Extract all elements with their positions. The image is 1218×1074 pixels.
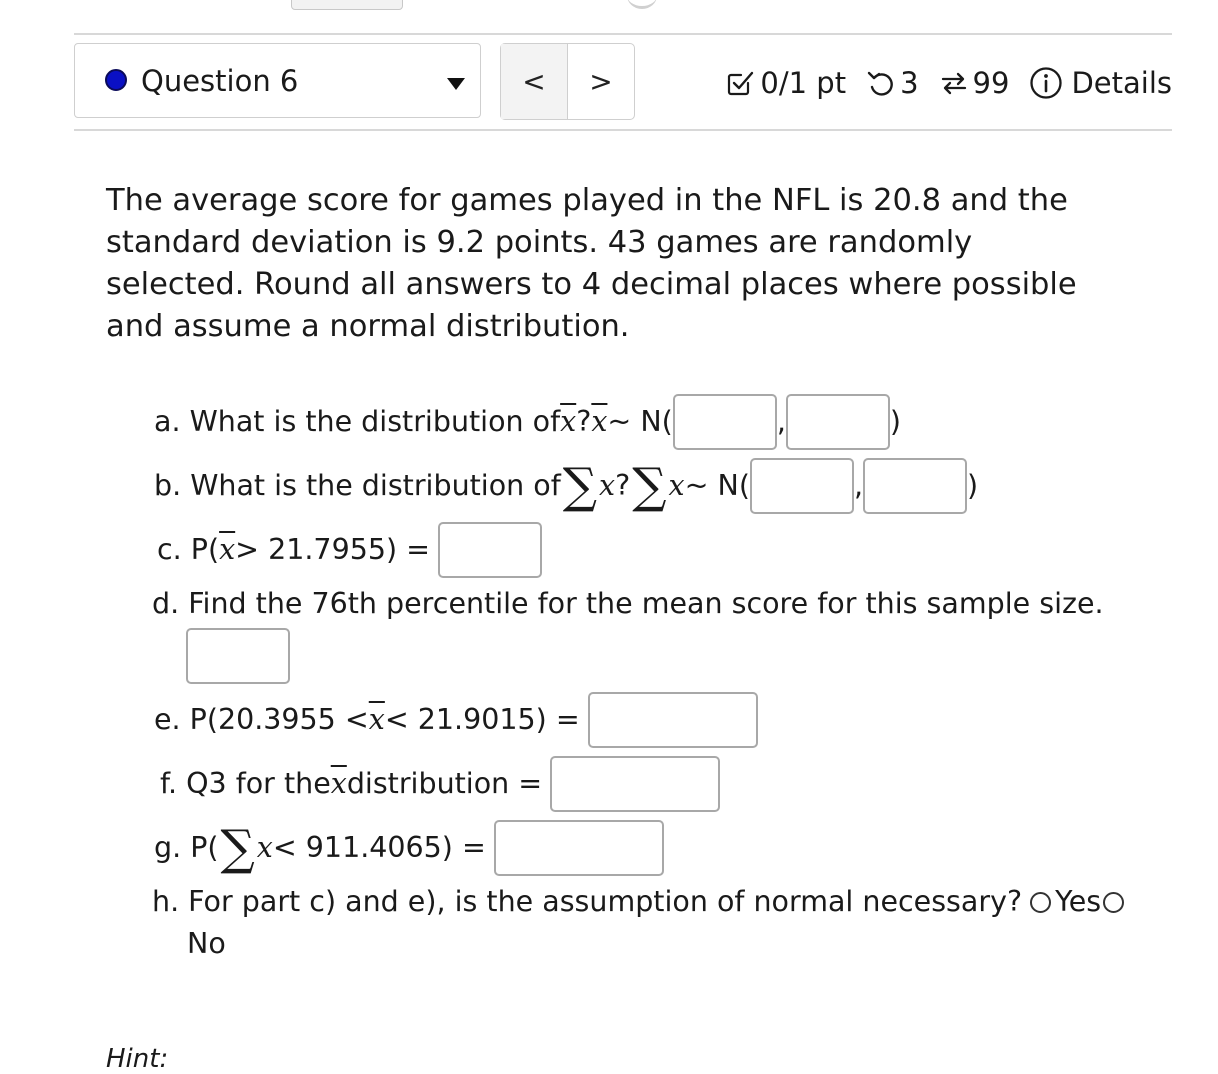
question-select[interactable] <box>74 43 481 118</box>
part-e-prefix: e. P(20.3955 < <box>154 703 369 736</box>
part-b-close: ) <box>967 469 979 502</box>
part-f-input[interactable] <box>550 756 720 812</box>
part-d <box>152 586 1104 622</box>
radio-no[interactable] <box>1103 892 1124 913</box>
part-e <box>154 692 758 748</box>
hint-label[interactable]: Hint: <box>106 1044 169 1074</box>
part-d-input[interactable] <box>186 628 290 684</box>
question-prompt: The average score for games played in the NFL is 20.8 and the standard deviation is 9.2 points. 43 games are randomly selected. Round all answers to 4 decimal places where possible and assume a normal distribution. <box>106 183 1077 344</box>
next-question-button[interactable]: > <box>589 65 613 98</box>
question-meta <box>726 64 1172 102</box>
part-a-normal-open: ~ N( <box>607 405 673 438</box>
part-b-question-mark: ? <box>615 469 631 502</box>
details-link[interactable]: Details <box>1071 66 1172 100</box>
part-a-question-mark: ? <box>576 405 592 438</box>
part-b-sd-input[interactable] <box>863 458 967 514</box>
part-b <box>154 458 978 514</box>
radio-no-label[interactable]: No <box>187 927 226 960</box>
question-status-dot <box>105 69 127 91</box>
part-c-xbar: $\overline{x}$ <box>219 533 236 566</box>
part-a-xbar-2: $\overline{x}$ <box>591 405 608 438</box>
attempts-count: 3 <box>900 66 919 100</box>
previous-control-remnant <box>291 0 403 10</box>
part-b-x-2: x <box>668 469 685 502</box>
part-b-sigma: ∑ <box>562 458 598 514</box>
part-c-input[interactable] <box>438 522 542 578</box>
part-a-mean-input[interactable] <box>673 394 777 450</box>
part-d-text: d. Find the 76th percentile for the mean score for this sample size. <box>152 587 1104 620</box>
part-f <box>160 756 720 812</box>
info-icon[interactable] <box>1029 66 1063 100</box>
versions-count: 99 <box>972 66 1010 100</box>
question-select-label: Question 6 <box>141 64 299 98</box>
part-b-comma: , <box>853 469 864 502</box>
part-c-prefix: c. P( <box>157 533 220 566</box>
part-g-suffix: < 911.4065) = <box>272 831 486 864</box>
radio-yes[interactable] <box>1030 892 1051 913</box>
part-e-suffix: < 21.9015) = <box>384 703 580 736</box>
part-h <box>152 884 1128 920</box>
part-b-sigma-2: ∑ <box>632 458 667 514</box>
part-b-normal-open: ~ N( <box>684 469 750 502</box>
part-a-xbar: $\overline{x}$ <box>560 405 577 438</box>
part-e-input[interactable] <box>588 692 758 748</box>
radio-yes-label[interactable]: Yes <box>1055 885 1102 918</box>
part-a-prefix: a. What is the distribution of <box>154 405 561 438</box>
part-g <box>154 820 664 876</box>
part-b-mean-input[interactable] <box>750 458 854 514</box>
checkbox-score-icon <box>726 69 754 97</box>
part-g-sigma: ∑ <box>220 820 255 876</box>
part-a <box>154 394 901 450</box>
score-text: 0/1 pt <box>760 66 847 100</box>
part-g-prefix: g. P( <box>154 831 219 864</box>
scroll-shadow-remnant <box>627 0 657 9</box>
part-c <box>157 522 542 578</box>
part-b-x: x <box>599 469 616 502</box>
chevron-down-icon <box>447 78 465 90</box>
header-divider-bottom <box>74 129 1172 131</box>
part-a-close: ) <box>889 405 901 438</box>
part-c-suffix: > 21.7955) = <box>235 533 431 566</box>
part-a-comma: , <box>776 405 786 438</box>
part-g-x: x <box>256 831 273 864</box>
part-a-sd-input[interactable] <box>786 394 890 450</box>
part-h-text: h. For part c) and e), is the assumption of normal necessary? <box>152 885 1023 918</box>
header-divider-top <box>74 33 1172 35</box>
part-g-input[interactable] <box>494 820 664 876</box>
part-f-prefix: f. Q3 for the <box>160 767 331 800</box>
part-f-xbar: $\overline{x}$ <box>330 767 347 800</box>
retry-icon <box>866 69 896 97</box>
part-f-suffix: distribution = <box>346 767 543 800</box>
versions-icon <box>939 69 969 97</box>
part-b-prefix: b. What is the distribution of <box>154 469 561 502</box>
part-e-xbar: $\overline{x}$ <box>368 703 385 736</box>
part-h-no <box>187 926 226 962</box>
question-nav <box>500 43 635 120</box>
previous-question-button[interactable]: < <box>501 44 568 119</box>
